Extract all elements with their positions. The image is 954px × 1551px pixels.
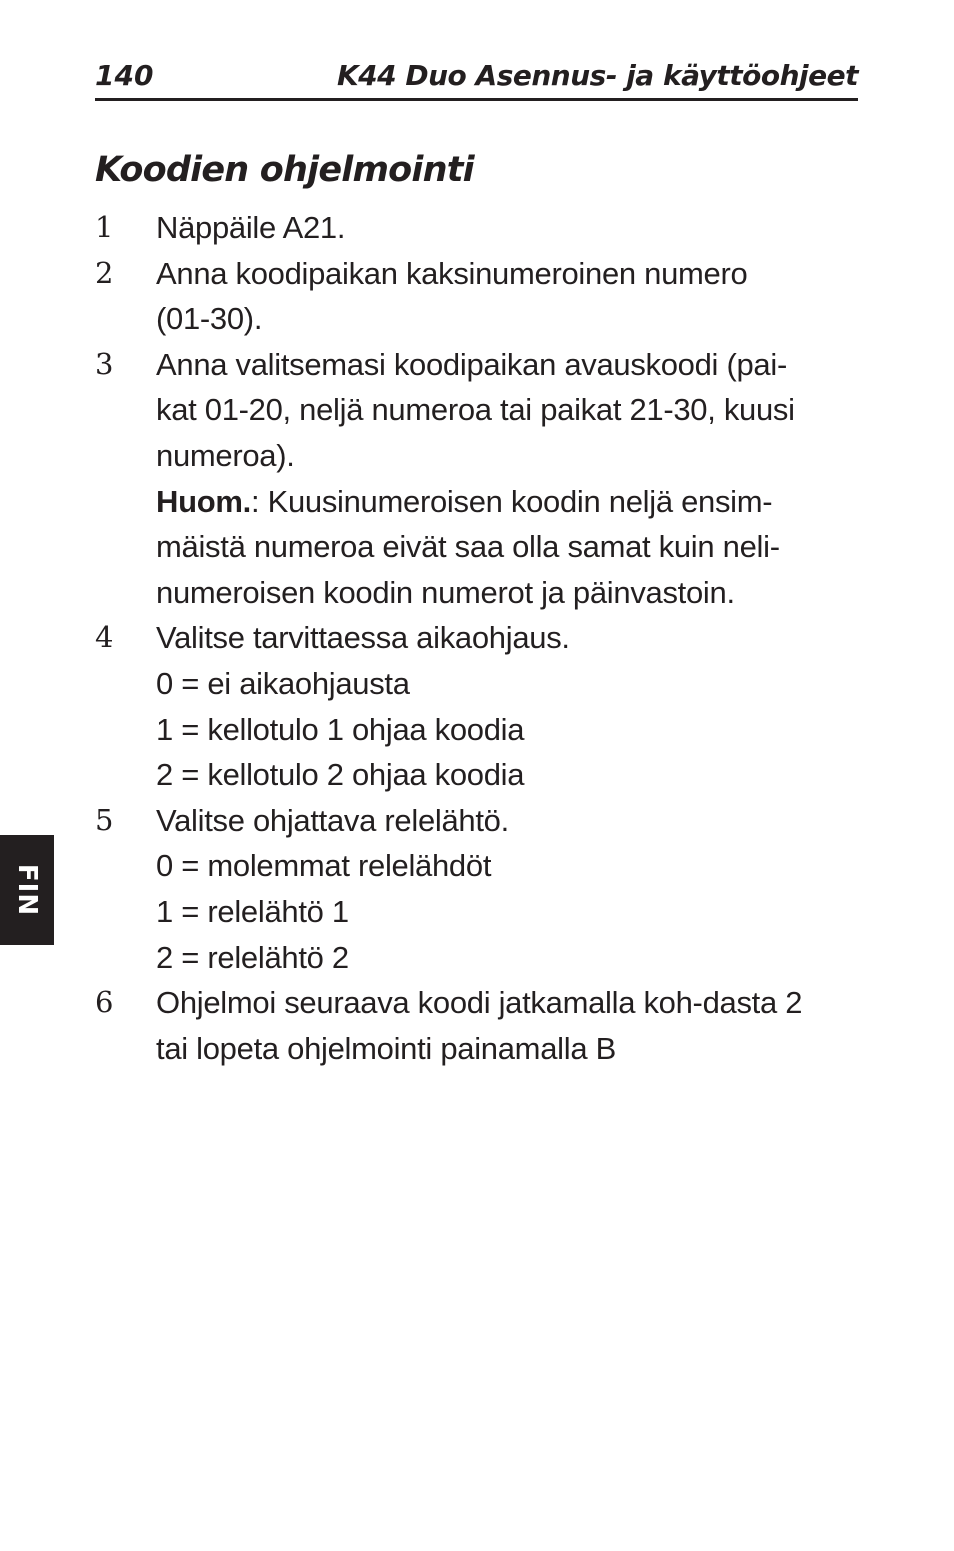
step-text-line: Ohjelmoi seuraava koodi jatkamalla koh-dasta 2	[156, 985, 803, 1021]
option-line: 1 = relelähtö 1	[156, 893, 349, 929]
step-1	[95, 205, 865, 251]
page-header	[95, 58, 858, 101]
step-2	[95, 251, 865, 342]
step-number: 1	[95, 210, 114, 244]
page-number: 140	[95, 59, 154, 92]
step-text-line: numeroa).	[156, 437, 295, 473]
note-line: mäistä numeroa eivät saa olla samat kuin neli-	[156, 529, 780, 565]
step-number: 4	[95, 620, 114, 655]
option-line: 1 = kellotulo 1 ohjaa koodia	[156, 711, 525, 747]
step-text-line: Valitse tarvittaessa aikaohjaus.	[156, 620, 570, 656]
step-number: 6	[95, 985, 114, 1020]
note-label: Huom.	[156, 483, 251, 519]
step-3	[95, 342, 865, 616]
running-title: K44 Duo Asennus- ja käyttöohjeet	[336, 59, 858, 92]
steps-list	[95, 205, 865, 1071]
step-number: 2	[95, 255, 114, 290]
language-tab-label: FIN	[12, 863, 42, 917]
option-line: 2 = kellotulo 2 ohjaa koodia	[156, 757, 525, 793]
step-5	[95, 798, 865, 980]
step-text-line: tai lopeta ohjelmointi painamalla B	[156, 1030, 616, 1066]
option-line: 2 = relelähtö 2	[156, 939, 349, 975]
option-line: 0 = ei aikaohjausta	[156, 665, 410, 701]
step-text-line: Anna koodipaikan kaksinumeroinen numero	[156, 255, 748, 291]
step-text-line: Anna valitsemasi koodipaikan avauskoodi (pai-	[156, 346, 787, 382]
note-text: : Kuusinumeroisen koodin neljä ensim-	[250, 483, 773, 519]
language-tab	[0, 835, 54, 945]
step-4	[95, 615, 865, 797]
note-line: numeroisen koodin numerot ja päinvastoin.	[156, 574, 735, 610]
step-text-line: Näppäile A21.	[156, 210, 346, 245]
section-title: Koodien ohjelmointi	[95, 150, 474, 190]
step-text-line: Valitse ohjattava relelähtö.	[156, 802, 509, 838]
note-line	[156, 479, 865, 525]
step-text-line: (01-30).	[156, 301, 263, 337]
step-number: 3	[95, 346, 114, 381]
option-line: 0 = molemmat relelähdöt	[156, 848, 492, 884]
step-6	[95, 980, 865, 1071]
step-number: 5	[95, 802, 114, 837]
step-text-line: kat 01-20, neljä numeroa tai paikat 21-30, kuusi	[156, 392, 795, 428]
